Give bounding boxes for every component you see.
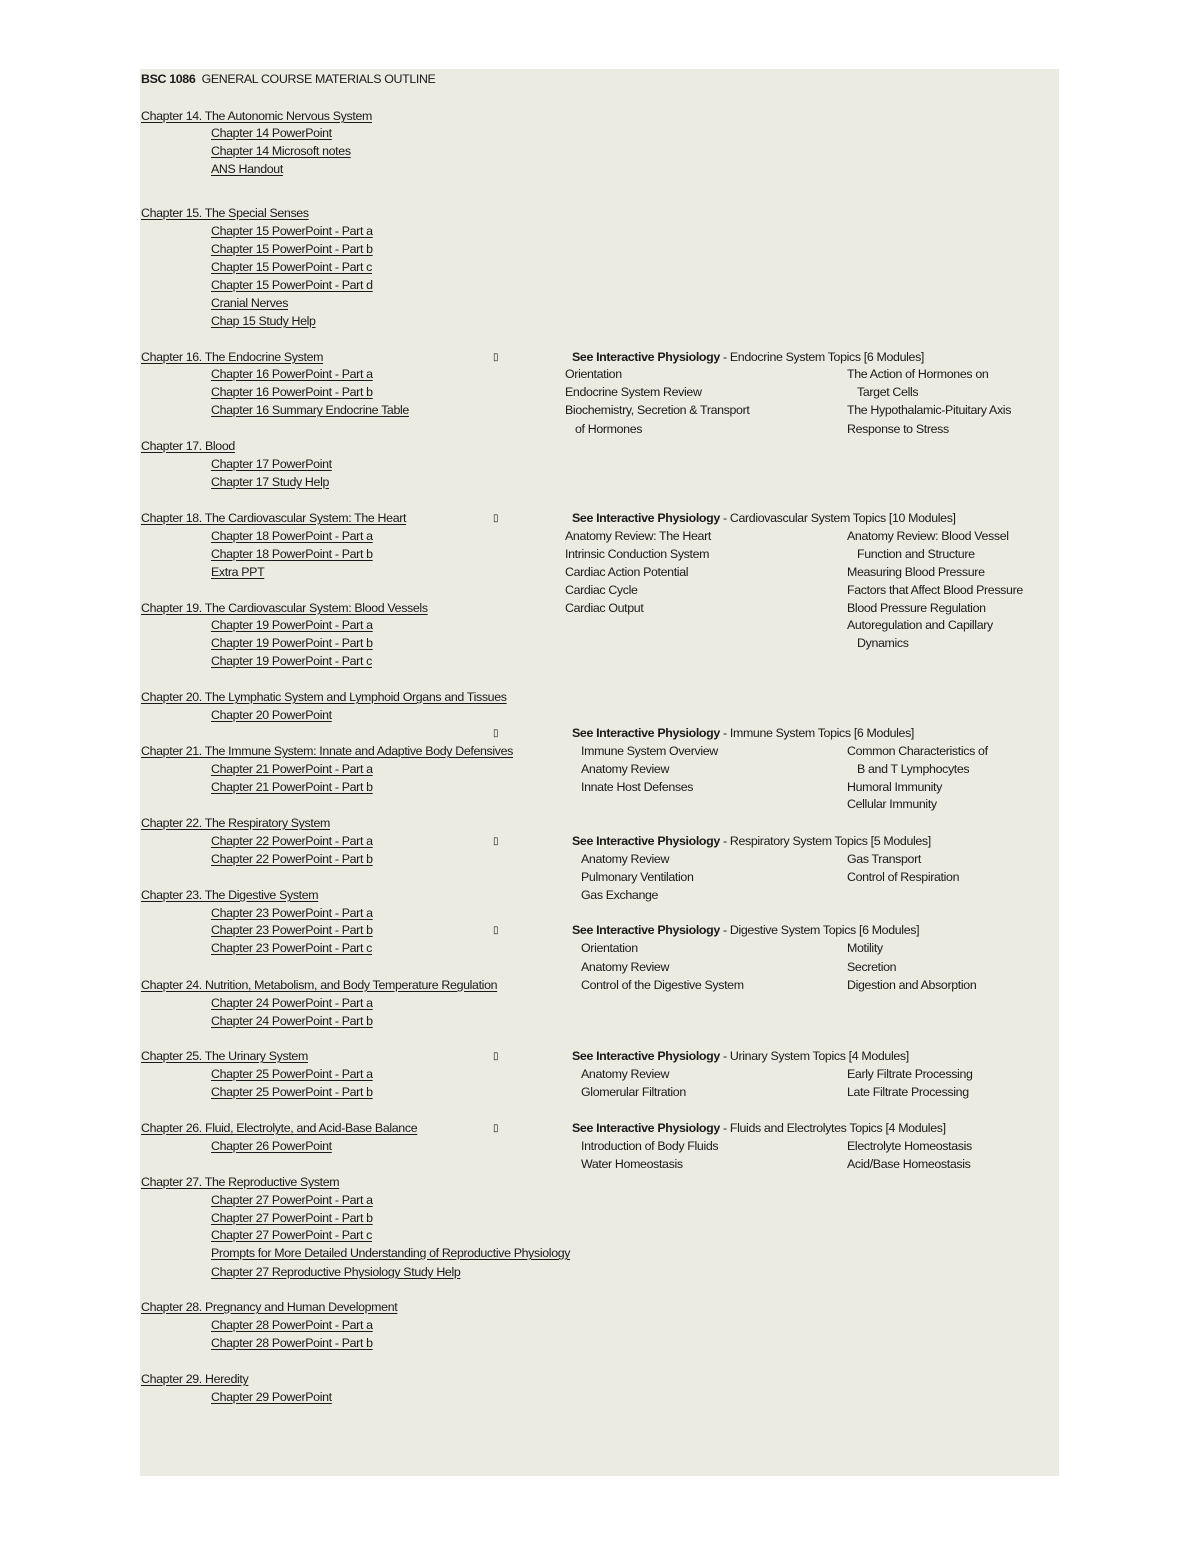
ch16-ppt-part-a-link[interactable]: Chapter 16 PowerPoint - Part a: [211, 367, 373, 381]
ip-module: Secretion: [847, 960, 897, 974]
ch17-powerpoint-link[interactable]: Chapter 17 PowerPoint: [211, 457, 332, 471]
ch27-ppt-part-b-link[interactable]: Chapter 27 PowerPoint - Part b: [211, 1211, 373, 1225]
ip-module: Autoregulation and Capillary: [847, 618, 993, 632]
marker-icon: ▯: [493, 836, 499, 847]
ip-digest-heading: See Interactive Physiology - Digestive System Topics [6 Modules]: [572, 923, 920, 937]
ip-module: Water Homeostasis: [581, 1157, 683, 1171]
ip-module: Anatomy Review: The Heart: [565, 529, 711, 543]
ch19-ppt-part-a-link[interactable]: Chapter 19 PowerPoint - Part a: [211, 618, 373, 632]
ch20-powerpoint-link[interactable]: Chapter 20 PowerPoint: [211, 708, 332, 722]
ip-module: Gas Transport: [847, 852, 921, 866]
chapter-27-link[interactable]: Chapter 27. The Reproductive System: [141, 1175, 340, 1189]
chapter-16-link[interactable]: Chapter 16. The Endocrine System: [141, 350, 324, 364]
ip-module: Cardiac Cycle: [565, 583, 638, 597]
ch28-ppt-part-b-link[interactable]: Chapter 28 PowerPoint - Part b: [211, 1336, 373, 1350]
chapter-14-link[interactable]: Chapter 14. The Autonomic Nervous System: [141, 109, 372, 123]
ip-module: Motility: [847, 941, 883, 955]
marker-icon: ▯: [493, 513, 499, 524]
ip-module: Factors that Affect Blood Pressure: [847, 583, 1023, 597]
marker-icon: ▯: [493, 925, 499, 936]
chapter-21-link[interactable]: Chapter 21. The Immune System: Innate and Adaptive Body Defensives: [141, 744, 514, 758]
ip-immune-heading: See Interactive Physiology - Immune System Topics [6 Modules]: [572, 726, 915, 740]
ch23-ppt-part-a-link[interactable]: Chapter 23 PowerPoint - Part a: [211, 906, 373, 920]
ch25-ppt-part-b-link[interactable]: Chapter 25 PowerPoint - Part b: [211, 1085, 373, 1099]
document-title: GENERAL COURSE MATERIALS OUTLINE: [201, 72, 436, 86]
ip-module: Endocrine System Review: [565, 385, 702, 399]
ip-module: Introduction of Body Fluids: [581, 1139, 719, 1153]
ip-module: Innate Host Defenses: [581, 780, 694, 794]
marker-icon: ▯: [493, 1051, 499, 1062]
ch18-ppt-part-b-link[interactable]: Chapter 18 PowerPoint - Part b: [211, 547, 373, 561]
ip-module: Late Filtrate Processing: [847, 1085, 969, 1099]
ip-module: Response to Stress: [847, 422, 949, 436]
ip-module: Function and Structure: [857, 547, 975, 561]
ip-module: Common Characteristics of: [847, 744, 988, 758]
ch27-ppt-part-c-link[interactable]: Chapter 27 PowerPoint - Part c: [211, 1228, 372, 1242]
ch18-ppt-part-a-link[interactable]: Chapter 18 PowerPoint - Part a: [211, 529, 373, 543]
reproductive-prompts-link[interactable]: Prompts for More Detailed Understanding of Reproductive Physiology: [211, 1246, 571, 1260]
ch14-notes-link[interactable]: Chapter 14 Microsoft notes: [211, 144, 351, 158]
ch22-ppt-part-b-link[interactable]: Chapter 22 PowerPoint - Part b: [211, 852, 373, 866]
chapter-15-link[interactable]: Chapter 15. The Special Senses: [141, 206, 309, 220]
ip-module: Humoral Immunity: [847, 780, 942, 794]
ch14-powerpoint-link[interactable]: Chapter 14 PowerPoint: [211, 126, 332, 140]
ip-module: Anatomy Review: [581, 1067, 670, 1081]
ip-module: Early Filtrate Processing: [847, 1067, 973, 1081]
ip-module: Control of Respiration: [847, 870, 960, 884]
ch15-ppt-part-a-link[interactable]: Chapter 15 PowerPoint - Part a: [211, 224, 373, 238]
ip-module: Intrinsic Conduction System: [565, 547, 710, 561]
marker-icon: ▯: [493, 1123, 499, 1134]
ip-module: Orientation: [565, 367, 622, 381]
cranial-nerves-link[interactable]: Cranial Nerves: [211, 296, 289, 310]
ch22-ppt-part-a-link[interactable]: Chapter 22 PowerPoint - Part a: [211, 834, 373, 848]
ip-module: Anatomy Review: [581, 960, 670, 974]
ch19-ppt-part-c-link[interactable]: Chapter 19 PowerPoint - Part c: [211, 654, 372, 668]
ch15-ppt-part-b-link[interactable]: Chapter 15 PowerPoint - Part b: [211, 242, 373, 256]
ip-module: Cellular Immunity: [847, 797, 937, 811]
ip-module: Anatomy Review: [581, 852, 670, 866]
ip-module: Acid/Base Homeostasis: [847, 1157, 971, 1171]
chapter-23-link[interactable]: Chapter 23. The Digestive System: [141, 888, 319, 902]
ch27-ppt-part-a-link[interactable]: Chapter 27 PowerPoint - Part a: [211, 1193, 373, 1207]
ch16-summary-table-link[interactable]: Chapter 16 Summary Endocrine Table: [211, 403, 409, 417]
ip-endocrine-heading: See Interactive Physiology - Endocrine System Topics [6 Modules]: [572, 350, 925, 364]
ip-module: B and T Lymphocytes: [857, 762, 970, 776]
ip-module: Immune System Overview: [581, 744, 718, 758]
extra-ppt-link[interactable]: Extra PPT: [211, 565, 265, 579]
ch19-ppt-part-b-link[interactable]: Chapter 19 PowerPoint - Part b: [211, 636, 373, 650]
ch15-study-help-link[interactable]: Chap 15 Study Help: [211, 314, 316, 328]
ip-module: Pulmonary Ventilation: [581, 870, 694, 884]
chapter-29-link[interactable]: Chapter 29. Heredity: [141, 1372, 249, 1386]
ip-module: Dynamics: [857, 636, 909, 650]
ip-module: Cardiac Action Potential: [565, 565, 689, 579]
chapter-24-link[interactable]: Chapter 24. Nutrition, Metabolism, and Body Temperature Regulation: [141, 978, 498, 992]
ip-module: Cardiac Output: [565, 601, 644, 615]
ch28-ppt-part-a-link[interactable]: Chapter 28 PowerPoint - Part a: [211, 1318, 373, 1332]
ip-module: Biochemistry, Secretion & Transport: [565, 403, 750, 417]
ch21-ppt-part-a-link[interactable]: Chapter 21 PowerPoint - Part a: [211, 762, 373, 776]
chapter-22-link[interactable]: Chapter 22. The Respiratory System: [141, 816, 330, 830]
ip-module: Digestion and Absorption: [847, 978, 977, 992]
ip-fluids-heading: See Interactive Physiology - Fluids and Electrolytes Topics [4 Modules]: [572, 1121, 946, 1135]
ch24-ppt-part-b-link[interactable]: Chapter 24 PowerPoint - Part b: [211, 1014, 373, 1028]
ch23-ppt-part-c-link[interactable]: Chapter 23 PowerPoint - Part c: [211, 941, 372, 955]
ip-module: The Hypothalamic-Pituitary Axis: [847, 403, 1012, 417]
chapter-26-link[interactable]: Chapter 26. Fluid, Electrolyte, and Acid-Base Balance: [141, 1121, 418, 1135]
ans-handout-link[interactable]: ANS Handout: [211, 162, 283, 176]
ch25-ppt-part-a-link[interactable]: Chapter 25 PowerPoint - Part a: [211, 1067, 373, 1081]
chapter-25-link[interactable]: Chapter 25. The Urinary System: [141, 1049, 308, 1063]
chapter-28-link[interactable]: Chapter 28. Pregnancy and Human Development: [141, 1300, 398, 1314]
ch24-ppt-part-a-link[interactable]: Chapter 24 PowerPoint - Part a: [211, 996, 373, 1010]
chapter-18-link[interactable]: Chapter 18. The Cardiovascular System: The Heart: [141, 511, 407, 525]
ip-module: Control of the Digestive System: [581, 978, 744, 992]
ip-urinary-heading: See Interactive Physiology - Urinary System Topics [4 Modules]: [572, 1049, 909, 1063]
ip-module: Gas Exchange: [581, 888, 659, 902]
chapter-17-link[interactable]: Chapter 17. Blood: [141, 439, 235, 453]
ip-resp-heading: See Interactive Physiology - Respiratory System Topics [5 Modules]: [572, 834, 931, 848]
ch15-ppt-part-d-link[interactable]: Chapter 15 PowerPoint - Part d: [211, 278, 373, 292]
ch16-ppt-part-b-link[interactable]: Chapter 16 PowerPoint - Part b: [211, 385, 373, 399]
ch21-ppt-part-b-link[interactable]: Chapter 21 PowerPoint - Part b: [211, 780, 373, 794]
ip-module: Blood Pressure Regulation: [847, 601, 986, 615]
marker-icon: ▯: [493, 352, 499, 363]
ip-module: of Hormones: [575, 422, 643, 436]
ch15-ppt-part-c-link[interactable]: Chapter 15 PowerPoint - Part c: [211, 260, 372, 274]
chapter-19-link[interactable]: Chapter 19. The Cardiovascular System: Blood Vessels: [141, 601, 428, 615]
ch17-study-help-link[interactable]: Chapter 17 Study Help: [211, 475, 330, 489]
document-header: [141, 72, 435, 87]
ip-module: Anatomy Review: Blood Vessel: [847, 529, 1009, 543]
marker-icon: ▯: [493, 728, 499, 739]
ch27-study-help-link[interactable]: Chapter 27 Reproductive Physiology Study Help: [211, 1265, 461, 1279]
ip-module: Anatomy Review: [581, 762, 670, 776]
ip-module: Measuring Blood Pressure: [847, 565, 985, 579]
ip-cardio-heading: See Interactive Physiology - Cardiovascular System Topics [10 Modules]: [572, 511, 956, 525]
ip-module: Orientation: [581, 941, 638, 955]
ip-module: Target Cells: [857, 385, 919, 399]
ch23-ppt-part-b-link[interactable]: Chapter 23 PowerPoint - Part b: [211, 923, 373, 937]
chapter-20-link[interactable]: Chapter 20. The Lymphatic System and Lymphoid Organs and Tissues: [141, 690, 507, 704]
ip-module: Glomerular Filtration: [581, 1085, 686, 1099]
ip-module: Electrolyte Homeostasis: [847, 1139, 972, 1153]
ip-module: The Action of Hormones on: [847, 367, 989, 381]
course-code: BSC 1086: [141, 72, 196, 86]
ch29-powerpoint-link[interactable]: Chapter 29 PowerPoint: [211, 1390, 332, 1404]
ch26-powerpoint-link[interactable]: Chapter 26 PowerPoint: [211, 1139, 332, 1153]
